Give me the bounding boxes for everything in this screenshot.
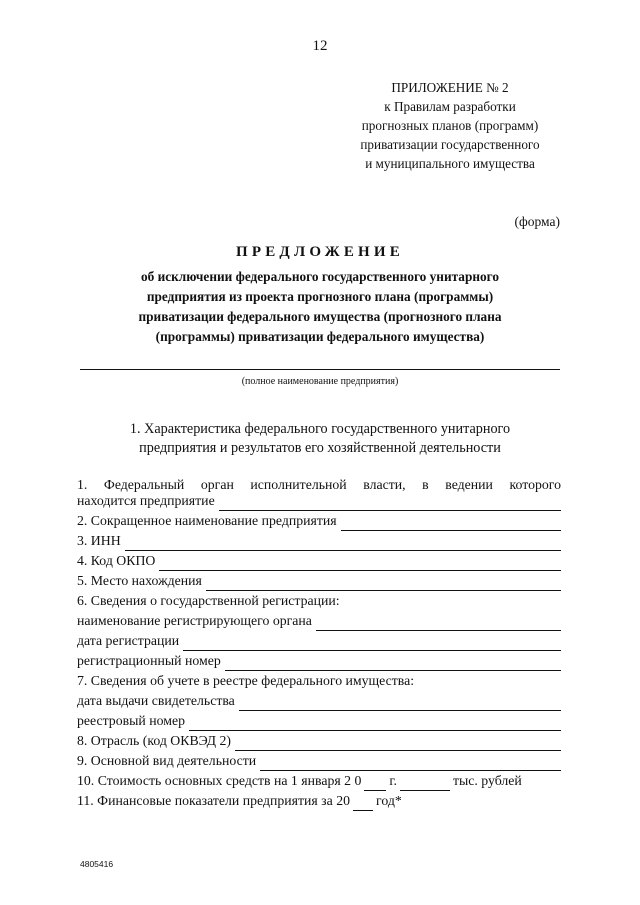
field-label: регистрационный номер	[77, 653, 221, 668]
section-heading-line: предприятия и результатов его хозяйственной деятельности	[139, 440, 501, 456]
field-2-blank	[341, 515, 561, 531]
field-8-row	[77, 731, 561, 751]
field-6b-row	[77, 631, 561, 651]
field-7b-blank	[189, 715, 561, 731]
field-label: 10. Стоимость основных средств на 1 января 2 0	[77, 773, 362, 788]
enterprise-name-caption: (полное наименование предприятия)	[241, 376, 399, 387]
field-1-row	[77, 491, 561, 511]
appendix-line: прогнозных планов (программ)	[361, 118, 539, 133]
field-9-row	[77, 751, 561, 771]
field-7a-blank	[239, 695, 561, 711]
field-label: год*	[376, 793, 402, 808]
field-label: 3. ИНН	[77, 533, 121, 548]
field-8-blank	[235, 735, 561, 751]
field-1-label: 1. Федеральный орган исполнительной власти, в ведении которого	[77, 477, 561, 492]
field-label: тыс. рублей	[452, 773, 522, 788]
field-label: 7. Сведения об учете в реестре федерального имущества:	[77, 673, 415, 688]
field-7-heading	[77, 671, 561, 691]
field-2-row	[77, 511, 561, 531]
field-4-blank	[159, 555, 561, 571]
field-11-row	[77, 791, 561, 811]
field-6c-row	[77, 651, 561, 671]
appendix-block	[330, 78, 570, 173]
field-10-row	[77, 771, 561, 791]
section-heading	[100, 420, 540, 458]
field-6c-blank	[225, 655, 561, 671]
field-1-blank	[219, 495, 561, 511]
field-6a-blank	[316, 615, 561, 631]
field-label: наименование регистрирующего органа	[77, 613, 312, 628]
enterprise-name-line	[80, 369, 560, 370]
field-label: 2. Сокращенное наименование предприятия	[77, 513, 337, 528]
field-label: 5. Место нахождения	[77, 573, 202, 588]
footer-code: 4805416	[80, 859, 114, 869]
field-label: 6. Сведения о государственной регистрации:	[77, 593, 340, 608]
amount-blank	[400, 776, 450, 791]
page-number: 12	[312, 38, 328, 54]
field-3-blank	[125, 535, 561, 551]
appendix-line: приватизации государственного	[360, 137, 540, 152]
field-4-row	[77, 551, 561, 571]
field-label: 11. Финансовые показатели предприятия за 20	[77, 793, 351, 808]
field-label: 9. Основной вид деятельности	[77, 753, 257, 768]
field-label: 4. Код ОКПО	[77, 553, 156, 568]
field-5-blank	[206, 575, 561, 591]
field-7a-row	[77, 691, 561, 711]
document-title: ПРЕДЛОЖЕНИЕ	[235, 244, 404, 260]
field-label: г.	[389, 773, 397, 788]
subtitle-line: об исключении федерального государственного унитарного	[140, 269, 500, 284]
appendix-line: ПРИЛОЖЕНИЕ № 2	[391, 80, 509, 95]
year-blank	[353, 796, 373, 811]
field-label: реестровый номер	[77, 713, 185, 728]
year-blank	[364, 776, 386, 791]
field-6b-blank	[183, 635, 561, 651]
field-label: дата выдачи свидетельства	[77, 693, 235, 708]
document-subtitle	[100, 267, 540, 347]
section-heading-line: 1. Характеристика федерального государственного унитарного	[129, 421, 511, 437]
field-6-heading	[77, 591, 561, 611]
field-6a-row	[77, 611, 561, 631]
appendix-line: и муниципального имущества	[365, 156, 535, 171]
field-7b-row	[77, 711, 561, 731]
field-label: находится предприятие	[77, 493, 215, 508]
field-3-row	[77, 531, 561, 551]
subtitle-line: предприятия из проекта прогнозного плана (программы)	[146, 289, 494, 304]
subtitle-line: (программы) приватизации федерального имущества)	[155, 329, 485, 344]
field-5-row	[77, 571, 561, 591]
field-label: 8. Отрасль (код ОКВЭД 2)	[77, 733, 231, 748]
form-label: (форма)	[514, 214, 560, 229]
field-label: дата регистрации	[77, 633, 180, 648]
subtitle-line: приватизации федерального имущества (прогнозного плана	[138, 309, 502, 324]
field-9-blank	[260, 755, 561, 771]
appendix-line: к Правилам разработки	[384, 99, 516, 114]
